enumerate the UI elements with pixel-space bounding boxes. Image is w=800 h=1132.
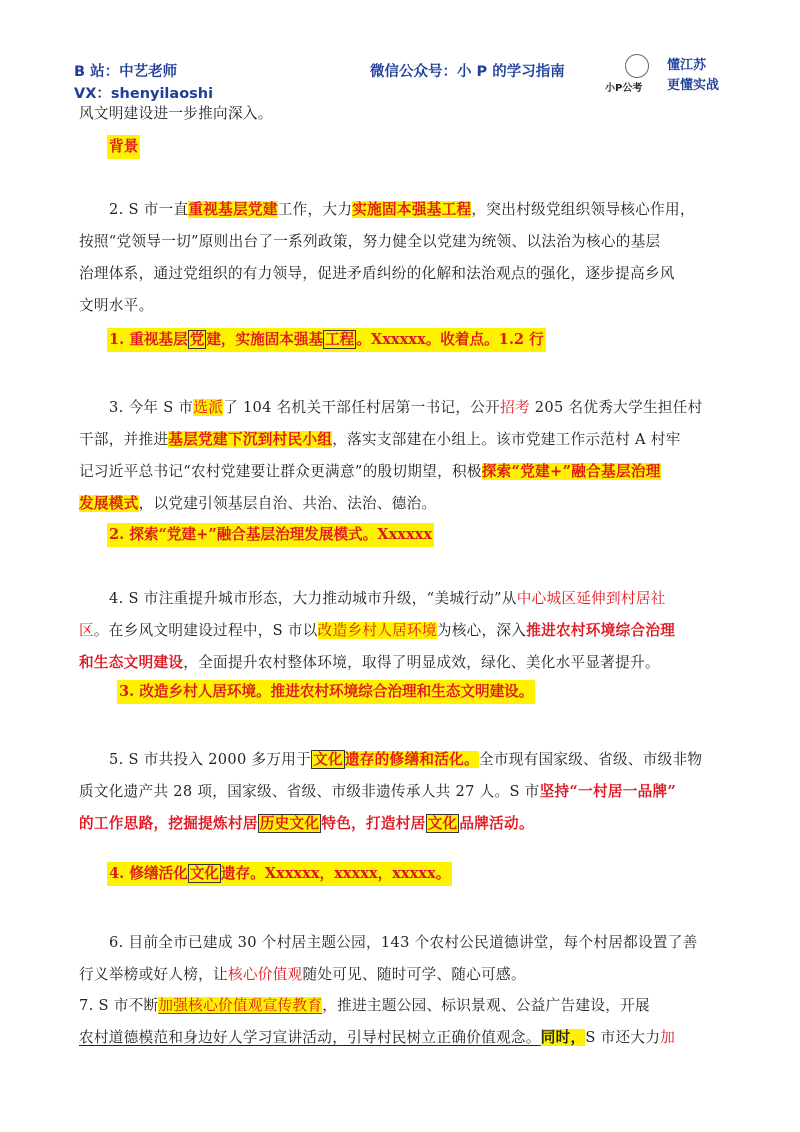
logo xyxy=(605,52,727,96)
paragraph-5 xyxy=(79,744,727,840)
p3-line-3: 记习近平总书记“农村党建要让群众更满意”的殷切期望，积极探索“党建+”融合基层治理 xyxy=(79,463,661,480)
p6-line-1: 6. 目前全市已建成 30 个村居主题公园，143 个农村公民道德讲堂，每个村居都设置了善 xyxy=(109,934,698,951)
logo-line2: 更懂实战 xyxy=(667,78,720,93)
p0-line: 风文明建设进一步推向深入。 xyxy=(79,105,273,122)
p7-line-2: 农村道德模范和身边好人学习宣讲活动，引导村民树立正确价值观念。同时，S 市还大力加 xyxy=(79,1029,676,1046)
paragraph-2 xyxy=(79,194,727,322)
logo-emblem-icon xyxy=(625,54,649,78)
p7-line-1: 7. S 市不断加强核心价值观宣传教育，推进主题公园、标识景观、公益广告建设，开展 xyxy=(79,997,650,1014)
paragraph-6 xyxy=(79,927,727,991)
p4-line-3: 和生态文明建设，全面提升农村整体环境，取得了明显成效，绿化、美化水平显著提升。 xyxy=(79,654,660,671)
tag-2: 2. 探索“党建+”融合基层治理发展模式。Xxxxxx xyxy=(107,523,434,547)
p3-line-2: 干部，并推进基层党建下沉到村民小组，落实支部建在小组上。该市党建工作示范村 A 村牢 xyxy=(79,431,681,448)
paragraph-3 xyxy=(79,392,727,520)
paragraph-4 xyxy=(79,583,727,679)
p2-line-3: 治理体系，通过党组织的有力领导，促进矛盾纠纷的化解和法治观点的强化，逐步提高乡风 xyxy=(79,265,675,282)
tag-background: 背景 xyxy=(107,135,140,159)
p5-line-2: 质文化遗产共 28 项，国家级、省级、市级非遗传承人共 27 人。S 市坚持“一村居一品牌” xyxy=(79,783,677,800)
p3-line-4: 发展模式，以党建引领基层自治、共治、法治、德治。 xyxy=(79,495,437,512)
header-wechat: 微信公众号：小 P 的学习指南 xyxy=(370,64,565,80)
logo-small-text: 小P公考 xyxy=(605,83,643,94)
header-vx: VX：shenyilaoshi xyxy=(74,86,214,102)
p5-line-3: 的工作思路，挖掘提炼村居 历史文化 特色，打造村居 文化 品牌活动。 xyxy=(79,815,534,832)
p2-line-4: 文明水平。 xyxy=(79,297,154,314)
p6-line-2: 行义举榜或好人榜，让核心价值观随处可见、随时可学、随心可感。 xyxy=(79,966,526,983)
p3-line-1: 3. 今年 S 市选派了 104 名机关干部任村居第一书记，公开招考 205 名优秀大学生担任村 xyxy=(109,399,703,416)
header-bilibili: B 站：中艺老师 xyxy=(74,64,178,80)
logo-line1: 懂江苏 xyxy=(667,58,707,73)
tag-4: 4. 修缮活化 文化 遗存。Xxxxxx，xxxxx，xxxxx。 xyxy=(107,862,452,886)
p5-line-1: 5. S 市共投入 2000 多万用于 文化 遗存的修缮和活化。全市现有国家级、省级、市级非物 xyxy=(109,751,703,768)
p4-line-2: 区。在乡风文明建设过程中，S 市以改造乡村人居环境为核心，深入推进农村环境综合治理 xyxy=(79,622,676,639)
paragraph-0 xyxy=(79,98,727,130)
p2-line-1: 2. S 市一直重视基层党建工作，大力实施固本强基工程，突出村级党组织领导核心作用， xyxy=(109,201,695,218)
tag-3: 3. 改造乡村人居环境。推进农村环境综合治理和生态文明建设。 xyxy=(117,680,535,704)
p2-line-2: 按照“党领导一切”原则出台了一系列政策，努力健全以党建为统领、以法治为核心的基层 xyxy=(79,233,661,250)
paragraph-7 xyxy=(79,990,727,1054)
tag-1: 1. 重视基层 党 建，实施固本强基 工程 。Xxxxxx。收着点。1.2 行 xyxy=(107,328,546,352)
p4-line-1: 4. S 市注重提升城市形态，大力推动城市升级，“美城行动”从中心城区延伸到村居社 xyxy=(109,590,666,607)
